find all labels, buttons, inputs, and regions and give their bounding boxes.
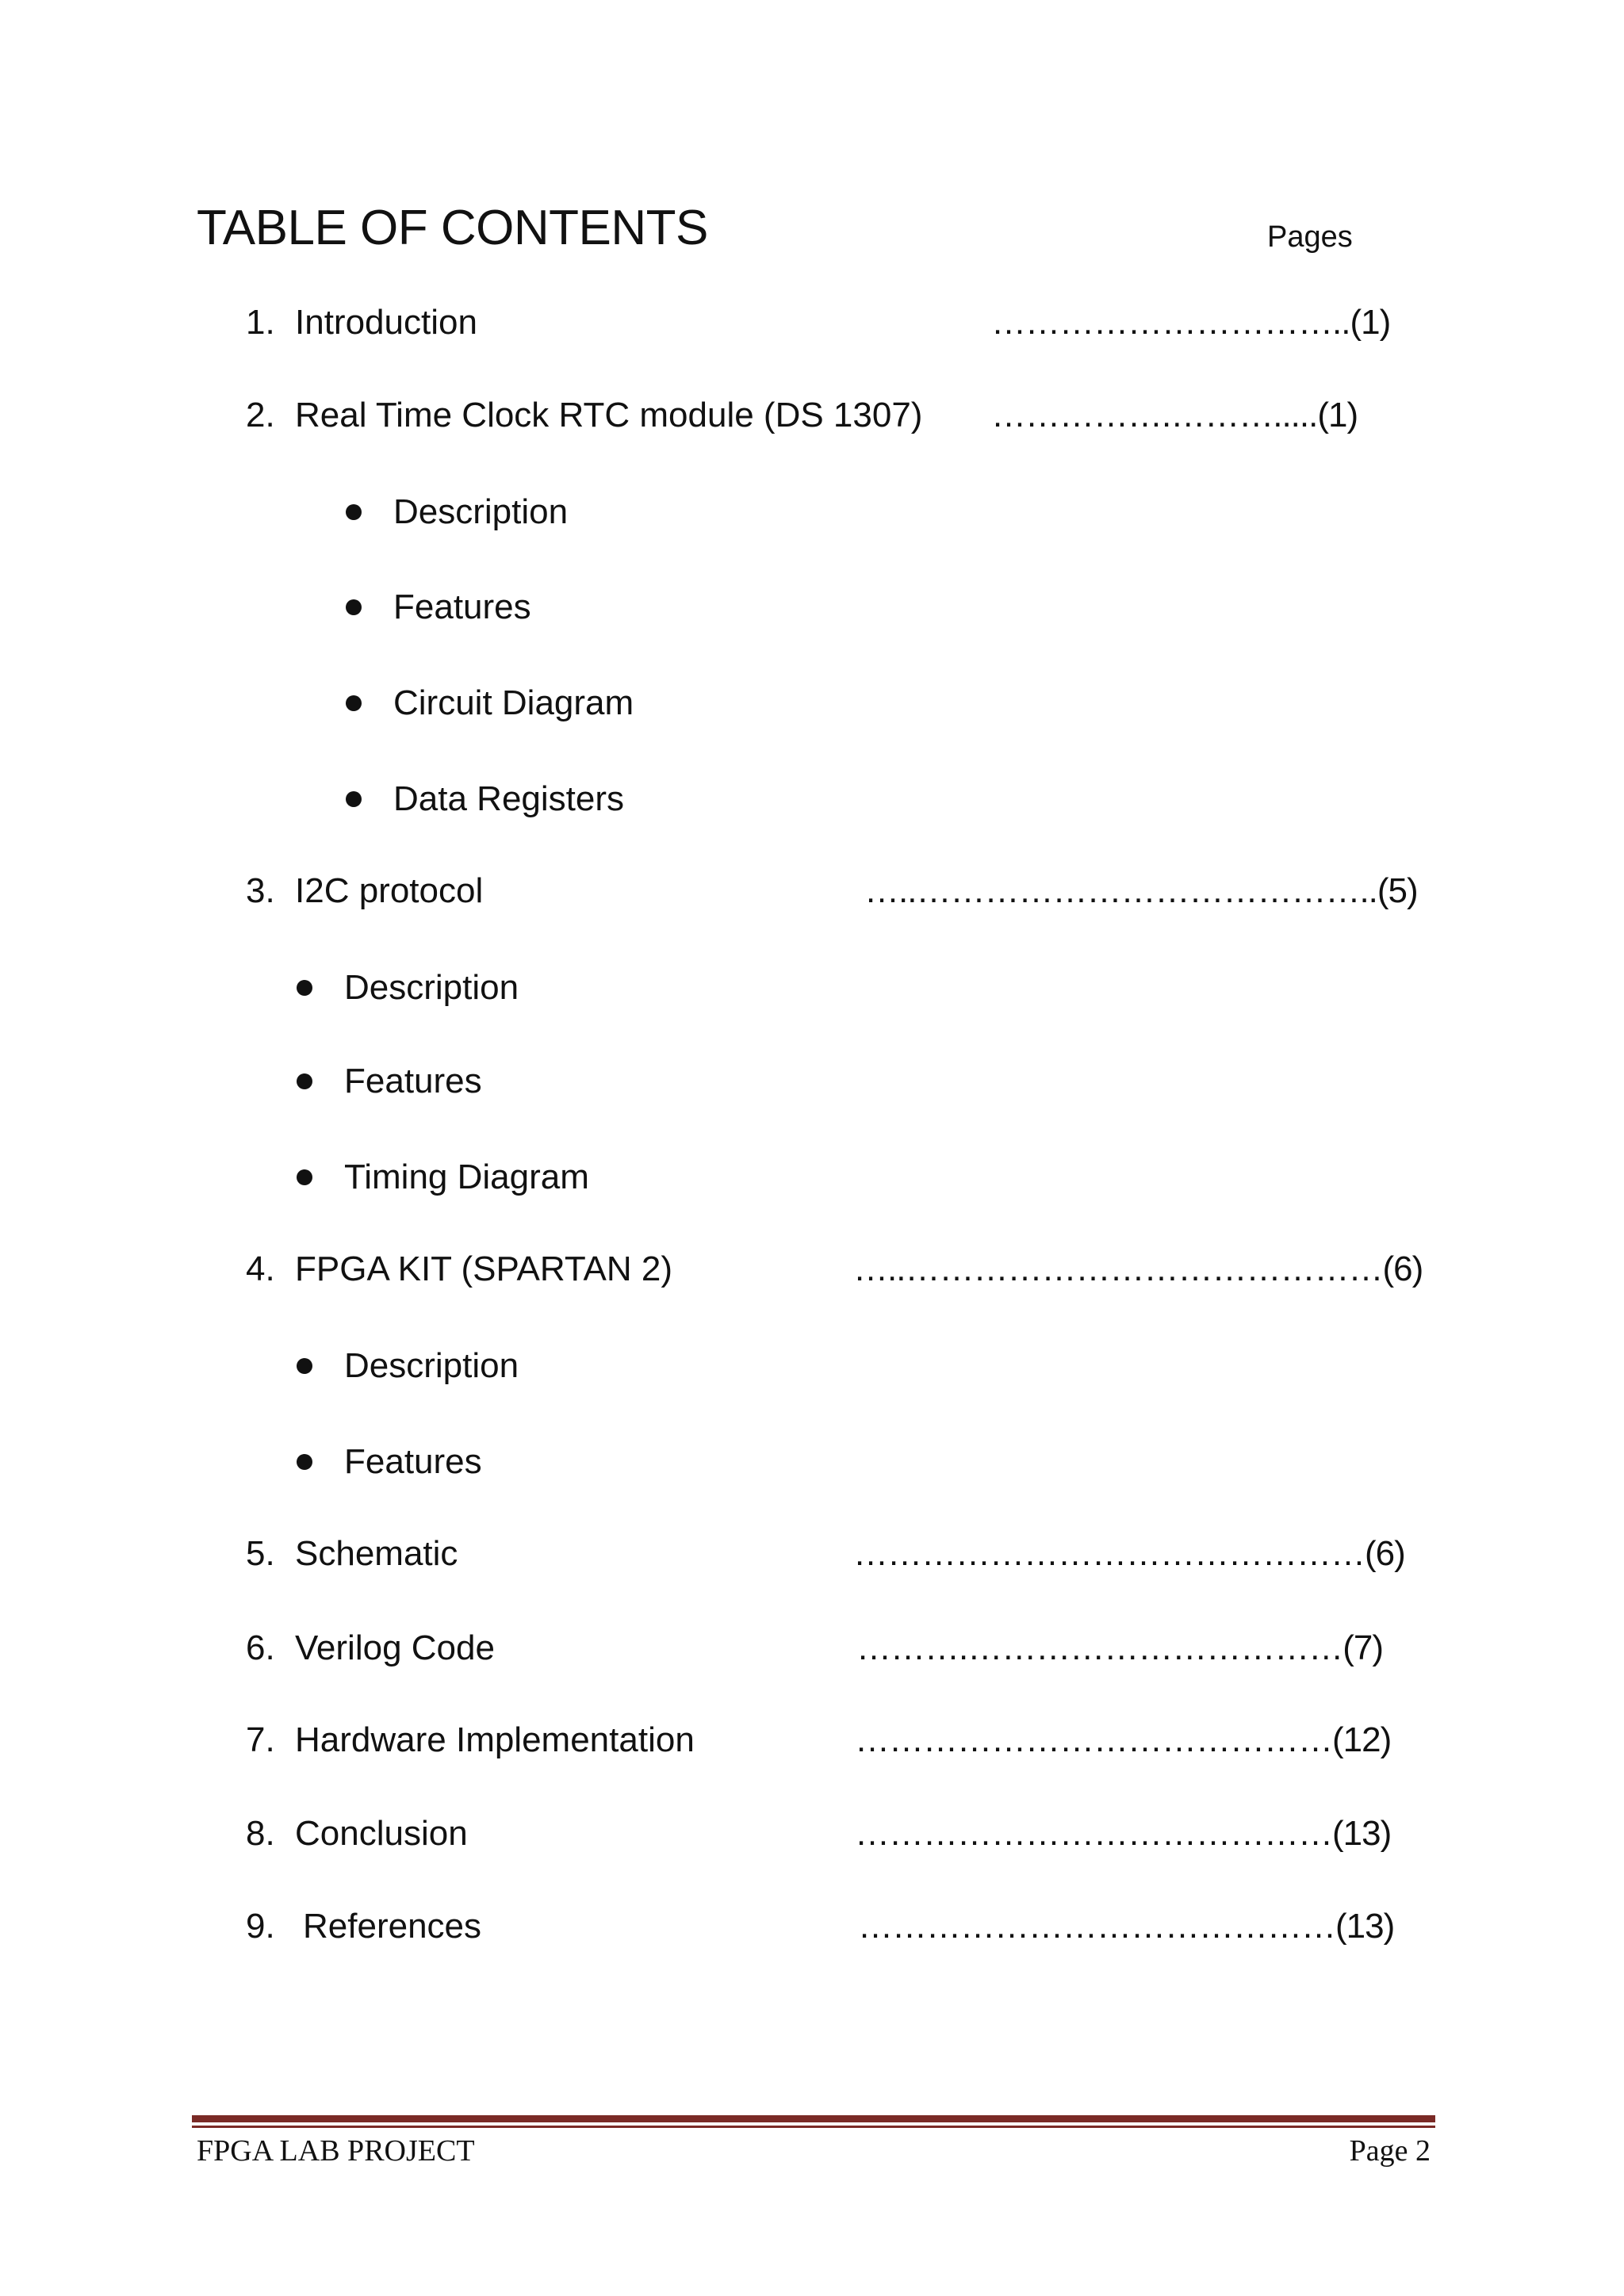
toc-subitem-label: Features — [344, 1062, 482, 1100]
toc-entry-page-ref: ……………………………………(13) — [855, 1814, 1392, 1853]
toc-subitem-label: Description — [393, 492, 569, 531]
toc-entry-number: 5. — [246, 1534, 275, 1573]
toc-subitem-label: Features — [393, 587, 531, 626]
toc-entry-number: 4. — [246, 1249, 275, 1288]
toc-entry-label: Conclusion — [295, 1814, 468, 1853]
toc-entry-page-ref: ………………………………………(6) — [853, 1534, 1405, 1573]
bullet-icon — [346, 695, 362, 711]
toc-entry-page-ref: …………….……….....(1) — [991, 396, 1358, 434]
footer-rule-thin — [192, 2126, 1435, 2128]
toc-subitem-label: Data Registers — [393, 779, 625, 818]
toc-entry-label: Introduction — [295, 303, 477, 342]
toc-subitem-label: Description — [344, 1346, 519, 1385]
bullet-icon — [346, 504, 362, 520]
toc-entry-page-ref: …………………………..(1) — [991, 303, 1391, 342]
toc-entry-page-ref: ……………………………………(13) — [858, 1907, 1395, 1946]
toc-entry-number: 2. — [246, 396, 275, 434]
toc-entry-page-ref: …..…………………………………..(5) — [864, 871, 1418, 910]
toc-entry-number: 1. — [246, 303, 275, 342]
toc-subitem-label: Description — [344, 968, 519, 1007]
toc-subitem-label: Timing Diagram — [344, 1158, 589, 1196]
toc-subitem-label: Circuit Diagram — [393, 683, 634, 722]
footer-project-title: FPGA LAB PROJECT — [197, 2134, 475, 2168]
bullet-icon — [297, 1169, 312, 1185]
toc-entry-page-ref: ……………………………………(12) — [855, 1720, 1392, 1759]
toc-entry-label: References — [303, 1907, 482, 1946]
footer-page-number: Page 2 — [1349, 2134, 1431, 2168]
pages-column-header: Pages — [1267, 220, 1353, 254]
toc-entry-label: FPGA KIT (SPARTAN 2) — [295, 1249, 672, 1288]
bullet-icon — [346, 791, 362, 807]
toc-entry-number: 6. — [246, 1628, 275, 1667]
toc-entry-number: 8. — [246, 1814, 275, 1853]
toc-entry-label: Hardware Implementation — [295, 1720, 695, 1759]
toc-entry-number: 9. — [246, 1907, 275, 1946]
bullet-icon — [297, 1454, 312, 1470]
bullet-icon — [297, 1358, 312, 1374]
toc-subitem-label: Features — [344, 1442, 482, 1481]
toc-title: TABLE OF CONTENTS — [197, 201, 708, 255]
toc-entry-label: Real Time Clock RTC module (DS 1307) — [295, 396, 923, 434]
bullet-icon — [297, 980, 312, 996]
bullet-icon — [346, 599, 362, 615]
toc-entry-label: I2C protocol — [295, 871, 484, 910]
toc-entry-number: 3. — [246, 871, 275, 910]
toc-entry-label: Verilog Code — [295, 1628, 495, 1667]
toc-entry-page-ref: …..……………………………………(6) — [853, 1249, 1423, 1288]
footer-rule — [192, 2115, 1435, 2122]
bullet-icon — [297, 1073, 312, 1089]
toc-entry-number: 7. — [246, 1720, 275, 1759]
toc-entry-page-ref: ……….……………………………(7) — [856, 1628, 1383, 1667]
toc-entry-label: Schematic — [295, 1534, 458, 1573]
